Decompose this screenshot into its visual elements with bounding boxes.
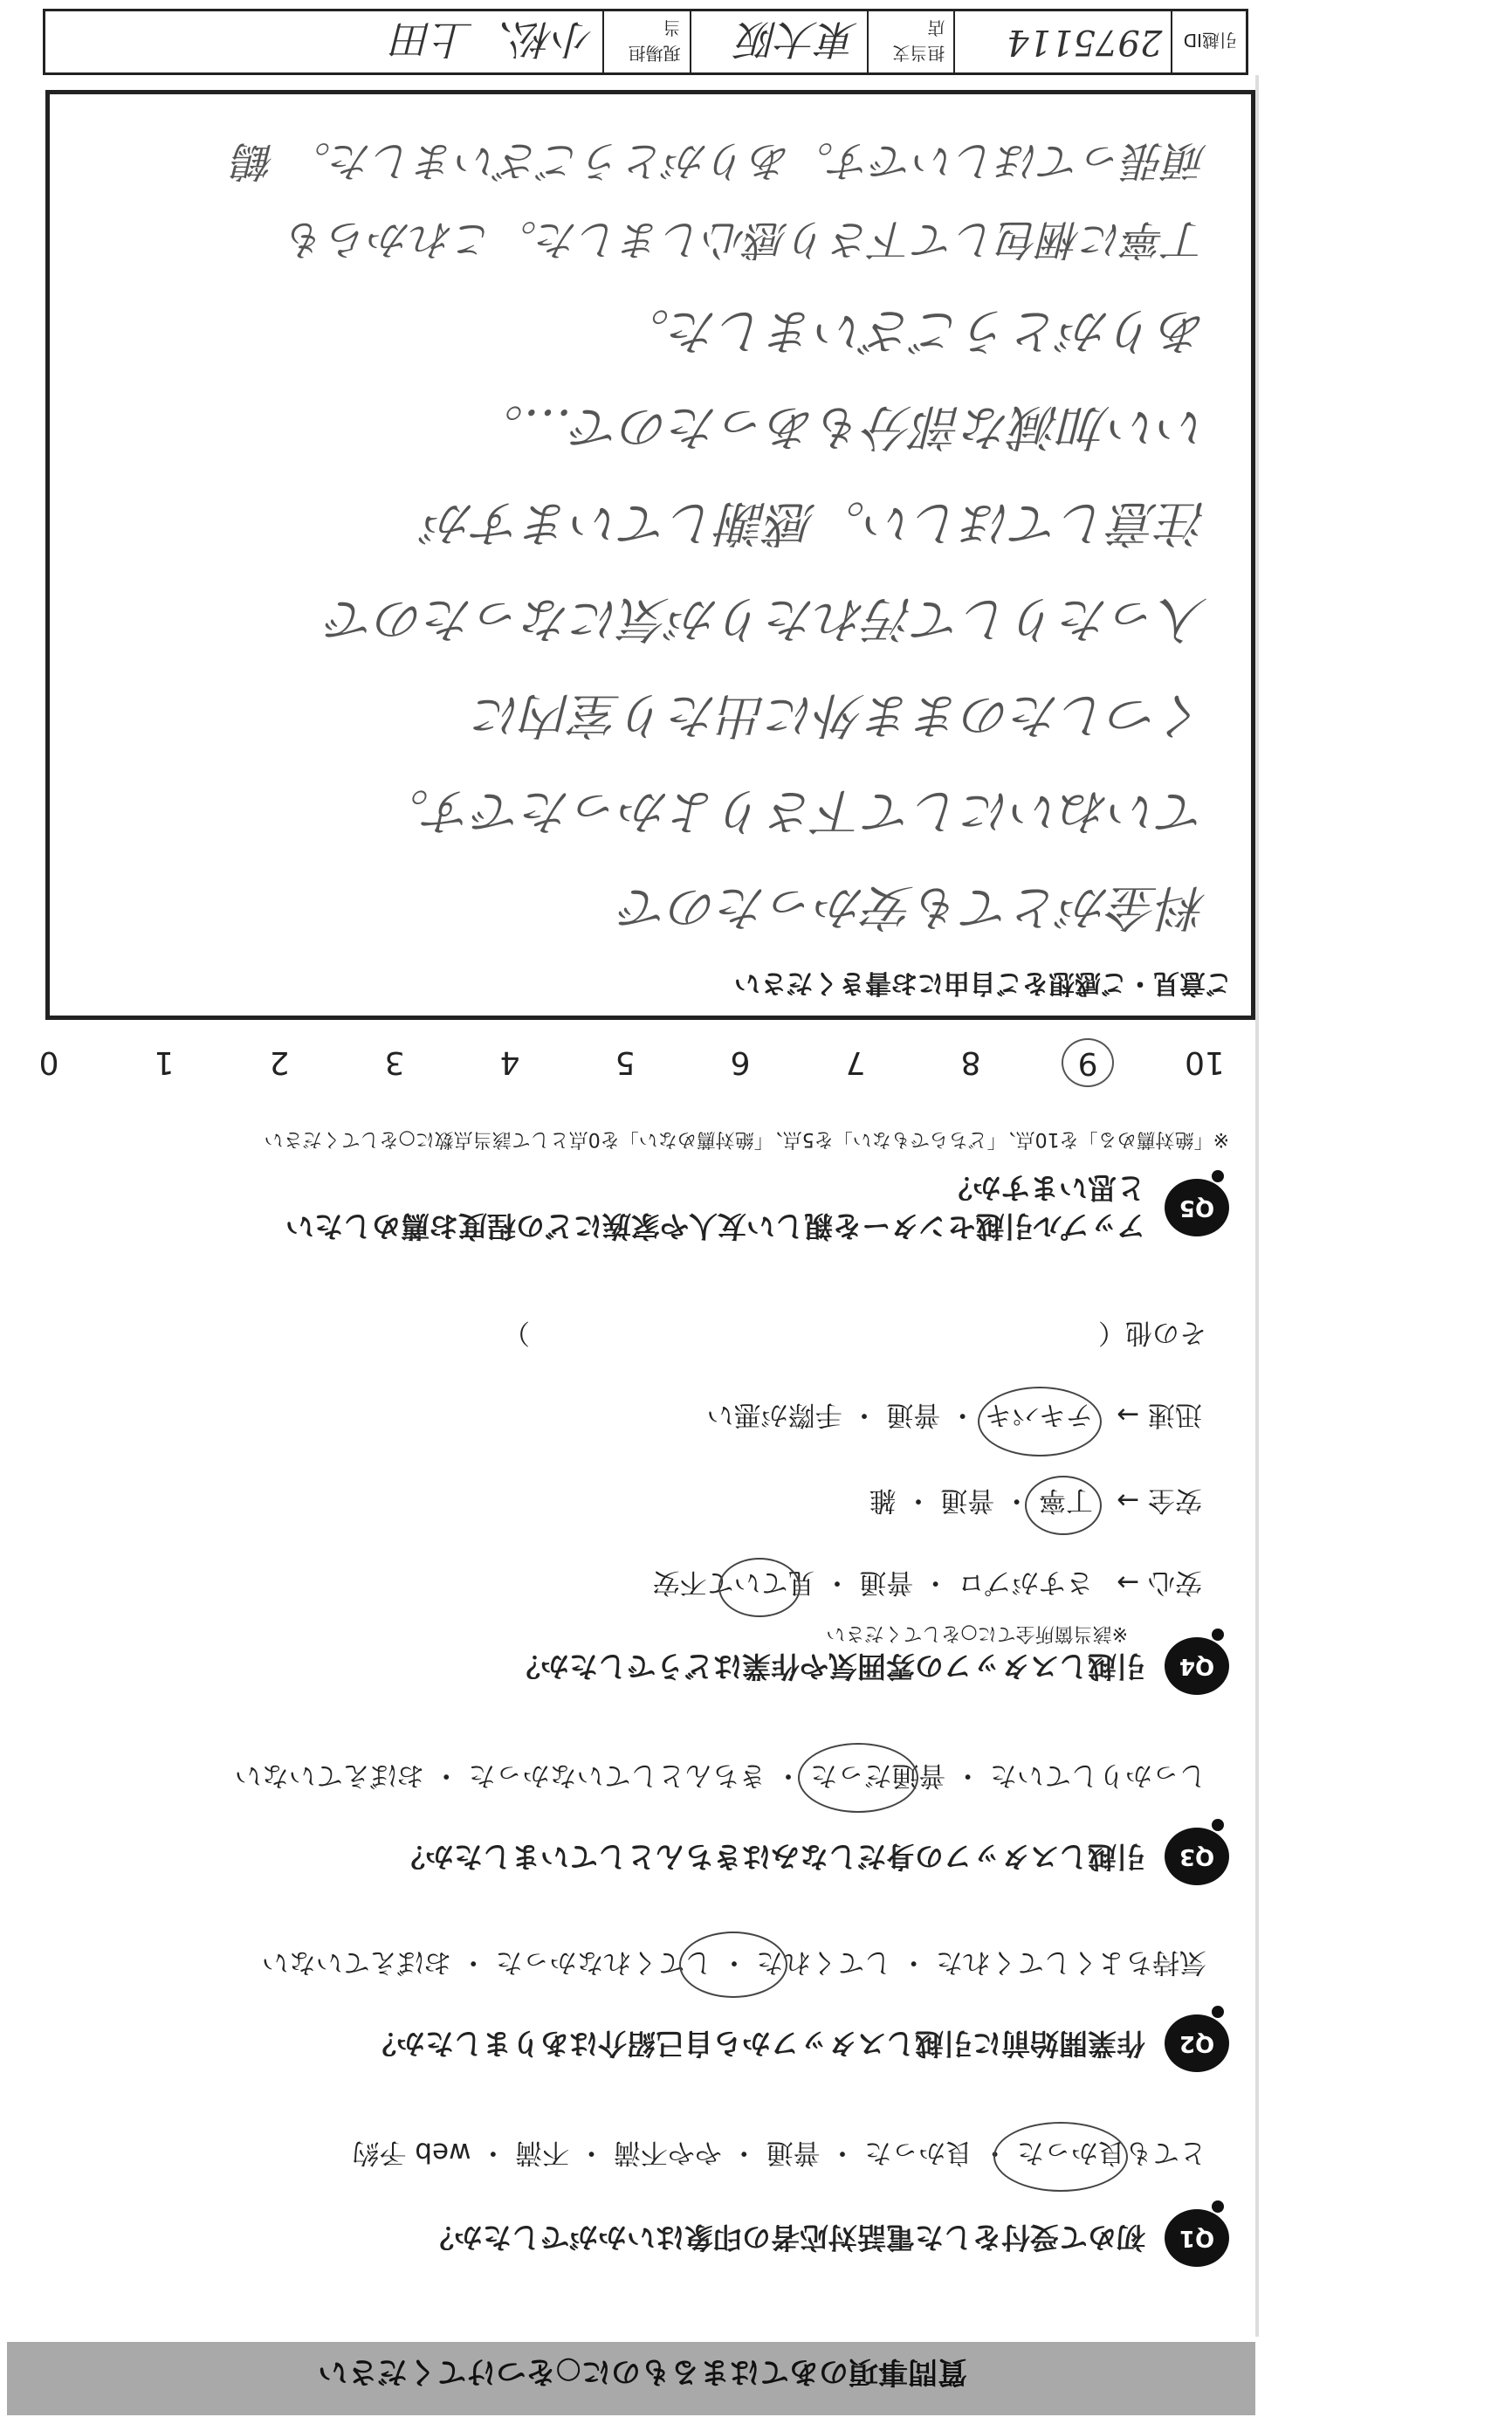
q3-icon: Q3 (1165, 1828, 1229, 1885)
comment-box (45, 90, 1255, 1020)
comment-title: ご意見・ご感想をご自由にお書きください (734, 968, 1232, 998)
comment-line: 料金がとても安かったので (621, 878, 1207, 935)
margin-line (1255, 75, 1259, 2337)
q5-note: ※「絶対薦める」を10点、「どちらでもない」を5点、「絶対薦めない」を0点として該当点数に○をしてください (264, 1128, 1229, 1150)
scale-0[interactable]: 0 (38, 1044, 59, 1081)
q4-other[interactable]: その他（ ） (503, 1317, 1206, 1348)
scale-3[interactable]: 3 (384, 1044, 405, 1081)
q1-circle (993, 2122, 1128, 2192)
q1-text: 初めて受付をした電話対応者の印象はいかがでしたか？ (425, 2221, 1145, 2255)
q5-text: アップル引越センターを親しい友人や家族にどの程度お薦めしたいと思いますか？ (285, 1171, 1145, 1243)
q1-icon: Q1 (1165, 2209, 1229, 2267)
q3-circle (798, 1743, 918, 1813)
q4-anshin-circle (718, 1558, 801, 1617)
scale-5[interactable]: 5 (615, 1044, 636, 1081)
q4-anzen-circle (1025, 1476, 1102, 1535)
q2-icon: Q2 (1165, 2014, 1229, 2072)
q1-options[interactable]: とても良かった ・ 良かった ・ 普通 ・ やや不満 ・ 不満 ・ web 予約 (352, 2137, 1206, 2168)
scale-10[interactable]: 10 (1185, 1044, 1225, 1081)
q2-circle (679, 1932, 787, 1998)
comment-line: くつしたのまま外に出たり室内に (474, 686, 1207, 743)
q2-text: 作業開始前に引越しスタッフから自己紹介はありましたか？ (368, 2027, 1145, 2061)
comment-line: 注意してほしい。感謝していますが (425, 494, 1207, 551)
q3-text: 引越しスタッフの身だしなみはきちんとしていましたか？ (396, 1840, 1145, 1874)
comment-line: 丁寧に梱包して下さり感心しました。これからも (285, 215, 1207, 264)
scale-9-selected[interactable]: 9 (1062, 1038, 1114, 1087)
id-label: 引越ID (1171, 11, 1246, 72)
scale-4[interactable]: 4 (499, 1044, 520, 1081)
q5-icon: Q5 (1165, 1179, 1229, 1236)
recommend-scale (24, 1041, 1229, 1085)
q4-jinsoku-circle (978, 1387, 1102, 1456)
instructions-banner (7, 2342, 1255, 2415)
q4-row-jinsoku-options[interactable]: テキパキ ・ 普通 ・ 手際が悪い (706, 1399, 1093, 1430)
q4-row-jinsoku-label: 迅速 → (1117, 1399, 1202, 1430)
q4-row-anzen-options[interactable]: 丁寧 ・ 普通 ・ 雑 (869, 1484, 1093, 1516)
comment-line: 頑張ってほしいです。ありがとうございました。 鶴 (233, 136, 1207, 185)
q4-note: ※該当箇所全てに○をしてください (826, 1622, 1128, 1644)
leader-value: 小松、上田 (393, 16, 594, 63)
q4-row-anshin-options[interactable]: さすがプロ ・ 普通 ・ 見ていて不安 (652, 1567, 1093, 1598)
branch-value: 東大阪 (690, 11, 867, 72)
q4-row-anshin-label: 安心 → (1117, 1567, 1202, 1598)
comment-line: ありがとうございました。 (621, 302, 1207, 359)
instructions-text: 質問事項のあてはまるものに○をつけてください (318, 2354, 967, 2389)
scale-2[interactable]: 2 (269, 1044, 290, 1081)
header-table (43, 9, 1248, 75)
scale-8[interactable]: 8 (960, 1044, 981, 1081)
q4-text: 引越しスタッフの雰囲気や作業はどうでしたか？ (512, 1649, 1145, 1684)
comment-line: 入ったりして汚れたりが気になったので (327, 590, 1207, 647)
q2-options[interactable]: 気持ちよくしてくれた ・ してくれた ・ してくれなかった ・ おぼえていない (261, 1946, 1206, 1978)
scale-7[interactable]: 7 (845, 1044, 866, 1081)
q4-icon: Q4 (1165, 1637, 1229, 1695)
leader-label: 現場担当 (602, 11, 690, 72)
comment-line: いい加減な部分もあったので…。 (474, 398, 1207, 455)
scale-6[interactable]: 6 (730, 1044, 751, 1081)
id-value: 2975114 (953, 11, 1171, 72)
branch-label: 担当支店 (867, 11, 954, 72)
scale-1[interactable]: 1 (154, 1044, 175, 1081)
comment-line: ていねいにして下さりよかったです。 (380, 782, 1207, 839)
q4-row-anzen-label: 安全 → (1117, 1484, 1202, 1516)
q3-options[interactable]: しっかりしていた ・ 普通だった ・ きちんとしていなかった ・ おぼえていない (234, 1759, 1206, 1791)
